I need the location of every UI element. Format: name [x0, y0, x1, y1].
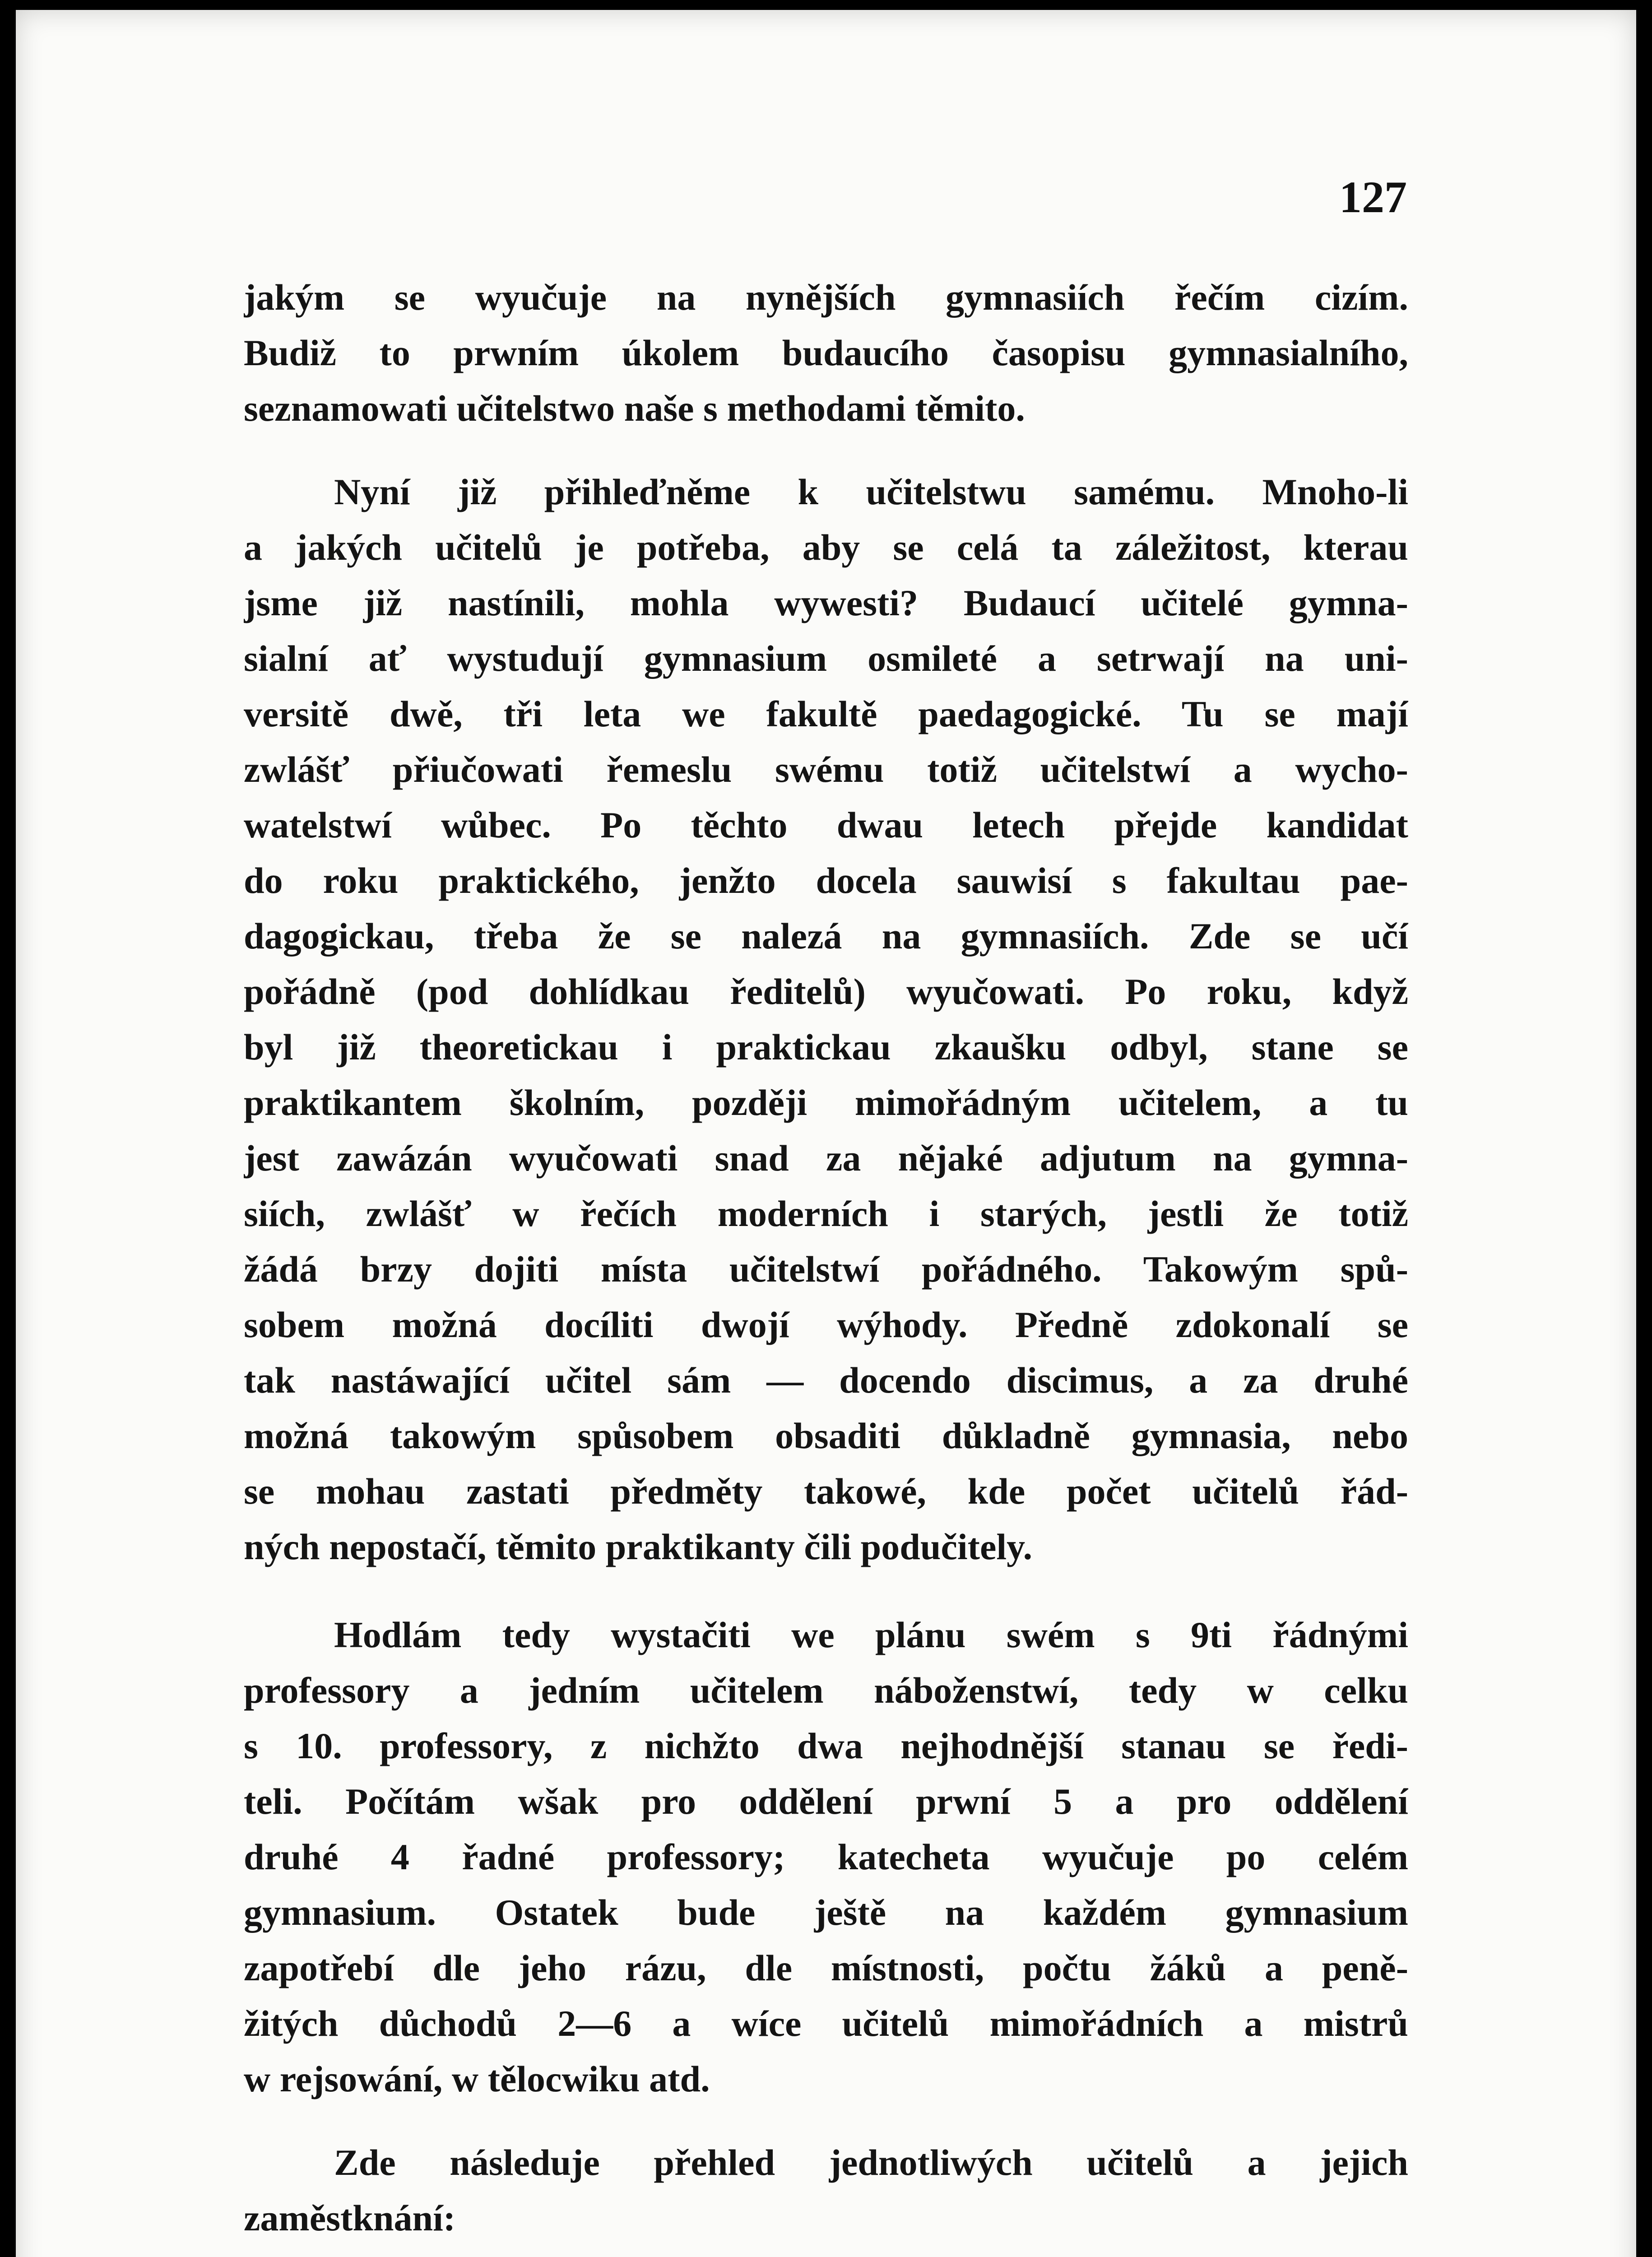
- text-line: možná takowým spůsobem obsaditi důkladně gymnasia, nebo: [244, 1415, 1408, 1456]
- text-line: teli. Počítám wšak pro oddělení prwní 5 a pro oddělení: [244, 1781, 1408, 1822]
- text-line: Nyní již přihleďněme k učitelstwu samému. Mnoho-li: [334, 471, 1408, 512]
- book-page: [16, 10, 1636, 2257]
- text-line: se mohau zastati předměty takowé, kde počet učitelů řád-: [244, 1471, 1408, 1512]
- page-number: 127: [1339, 172, 1407, 222]
- paragraph-4: [244, 2135, 1408, 2246]
- text-line: watelstwí wůbec. Po těchto dwau letech přejde kandidat: [244, 804, 1408, 845]
- body-text: [244, 269, 1408, 2246]
- text-line: professory a jedním učitelem náboženstwí, tedy w celku: [244, 1670, 1408, 1711]
- text-line: zapotřebí dle jeho rázu, dle místnosti, počtu žáků a peně-: [244, 1947, 1408, 1988]
- text-line: do roku praktického, jenžto docela sauwisí s fakultau pae-: [244, 860, 1408, 901]
- text-line: Hodlám tedy wystačiti we plánu swém s 9ti řádnými: [334, 1614, 1408, 1655]
- text-line: ných nepostačí, těmito praktikanty čili podučitely.: [244, 1526, 1033, 1567]
- text-line: tak nastáwající učitel sám — docendo discimus, a za druhé: [244, 1360, 1408, 1401]
- text-line: seznamowati učitelstwo naše s methodami těmito.: [244, 388, 1025, 429]
- text-line: byl již theoretickau i praktickau zkaušku odbyl, stane se: [244, 1026, 1408, 1068]
- text-line: žitých důchodů 2—6 a wíce učitelů mimořádních a mistrů: [244, 2003, 1408, 2044]
- paragraph-gap: [244, 1574, 1408, 1607]
- text-line: Zde následuje přehled jednotliwých učitelů a jejich: [334, 2142, 1408, 2183]
- paragraph-2: [244, 464, 1408, 1574]
- paragraph-gap: [244, 436, 1408, 464]
- text-line: gymnasium. Ostatek bude ještě na každém gymnasium: [244, 1892, 1408, 1933]
- text-line: sobem možná docíliti dwojí wýhody. Předně zdokonalí se: [244, 1304, 1408, 1345]
- text-line: žádá brzy dojiti místa učitelstwí pořádného. Takowým spů-: [244, 1249, 1408, 1290]
- text-line: sialní ať wystudují gymnasium osmileté a setrwají na uni-: [244, 638, 1408, 679]
- text-line: jest zawázán wyučowati snad za nějaké adjutum na gymna-: [244, 1138, 1408, 1179]
- text-line: dagogickau, třeba že se nalezá na gymnasiích. Zde se učí: [244, 915, 1408, 957]
- text-line: Budiž to prwním úkolem budaucího časopisu gymnasialního,: [244, 332, 1408, 373]
- text-line: praktikantem školním, později mimořádným učitelem, a tu: [244, 1082, 1408, 1123]
- text-line: jsme již nastínili, mohla wywesti? Budaucí učitelé gymna-: [244, 582, 1408, 623]
- text-line: versitě dwě, tři leta we fakultě paedagogické. Tu se mají: [244, 693, 1408, 734]
- text-line: w rejsowání, w tělocwiku atd.: [244, 2058, 710, 2099]
- text-line: jakým se wyučuje na nynějších gymnasiích řečím cizím.: [244, 277, 1408, 318]
- paragraph-3: [244, 1607, 1408, 2107]
- text-line: zaměstknání:: [244, 2197, 456, 2238]
- text-line: s 10. professory, z nichžto dwa nejhodnější stanau se ředi-: [244, 1725, 1408, 1766]
- text-line: zwlášť přiučowati řemeslu swému totiž učitelstwí a wycho-: [244, 749, 1408, 790]
- text-line: druhé 4 řadné professory; katecheta wyučuje po celém: [244, 1836, 1408, 1877]
- paragraph-1: [244, 269, 1408, 436]
- text-line: siích, zwlášť w řečích moderních i starých, jestli že totiž: [244, 1193, 1408, 1234]
- text-line: pořádně (pod dohlídkau ředitelů) wyučowati. Po roku, když: [244, 971, 1408, 1012]
- text-line: a jakých učitelů je potřeba, aby se celá ta záležitost, kterau: [244, 527, 1408, 568]
- paragraph-gap: [244, 2107, 1408, 2135]
